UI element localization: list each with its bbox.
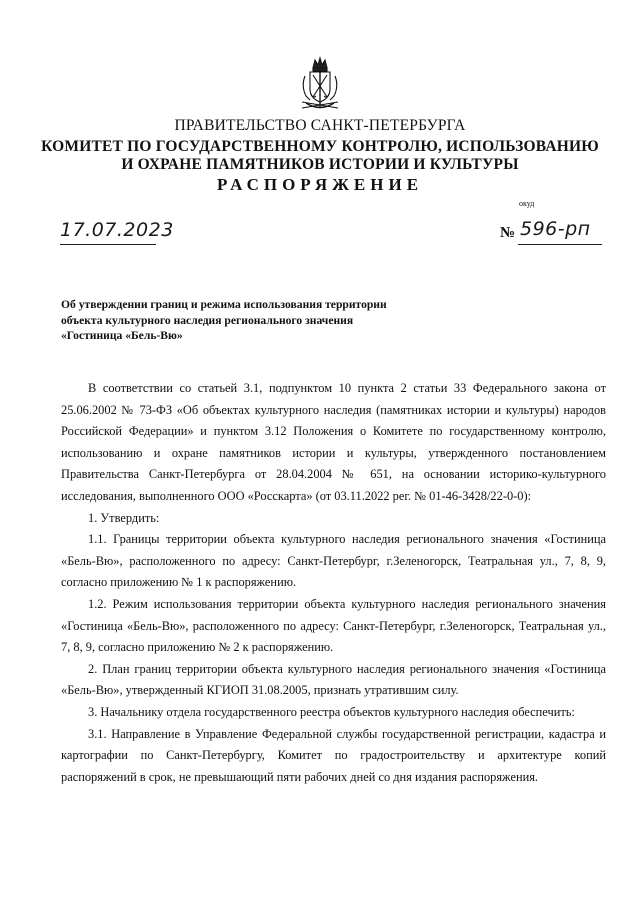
document-subject [61, 297, 441, 344]
document-date: 17.07.2023 [60, 219, 174, 241]
subject-line: Об утверждении границ и режима использования территории [61, 298, 387, 311]
document-body [61, 378, 606, 788]
body-paragraph: 3. Начальнику отдела государственного реестра объектов культурного наследия обеспечить: [88, 704, 575, 719]
government-title: ПРАВИТЕЛЬСТВО САНКТ-ПЕТЕРБУРГА [174, 117, 466, 134]
subject-line: «Гостиница «Бель-Вю» [61, 329, 183, 342]
okud-label: окуд [519, 199, 535, 208]
document-type: РАСПОРЯЖЕНИЕ [216, 175, 424, 194]
body-paragraph: 3.1. Направление в Управление Федеральной службы государственной регистрации, кадастра и картографии по Санкт-Петербургу, Комитет по градостроительству и архитектуре копий распоряжений в срок, не превышающий пяти рабочих дней со дня издания распоряжения. [61, 726, 606, 784]
body-paragraph: 1.1. Границы территории объекта культурного наследия регионального значения «Гостиница «Бель-Вю», расположенного по адресу: Санкт-Петербург, г.Зеленогорск, Театральная ул., 7, 8, 9, согласно приложению № 1 к распоряжению. [61, 532, 606, 590]
committee-title-line1: КОМИТЕТ ПО ГОСУДАРСТВЕННОМУ КОНТРОЛЮ, ИСПОЛЬЗОВАНИЮ [41, 138, 599, 155]
coat-of-arms-icon [296, 56, 344, 114]
number-underline [518, 244, 602, 245]
body-paragraph: 1.2. Режим использования территории объекта культурного наследия регионального значения «Гостиница «Бель-Вю», расположенного по адресу: Санкт-Петербург, г.Зеленогорск, Театральная ул., 7, 8, 9, согласно приложению № 2 к распоряжению. [61, 596, 606, 655]
document-number: 596-рп [520, 218, 591, 240]
committee-title-line2: И ОХРАНЕ ПАМЯТНИКОВ ИСТОРИИ И КУЛЬТУРЫ [121, 156, 519, 173]
subject-line: объекта культурного наследия регионального значения [61, 313, 354, 327]
number-sign: № [500, 225, 516, 241]
date-underline [60, 244, 156, 245]
body-paragraph: 1. Утвердить: [88, 510, 160, 525]
body-paragraph: В соответствии со статьей 3.1, подпунктом 10 пункта 2 статьи 33 Федерального закона от 25.06.2002 № 73-ФЗ «Об объектах культурного наследия (памятниках истории и культуры) народов Российской Федерации» и пунктом 3.12 Положения о Комитете по государственному контролю, использованию и охране памятников истории и культуры, утвержденного постановлением Правительства Санкт-Петербурга от 28.04.2004 № 651, на основании историко-культурного исследования, выполненного ООО «Росскарта» (от 03.11.2022 рег. № 01-46-3428/22-0-0): [61, 381, 606, 503]
committee-title [0, 138, 640, 174]
body-paragraph: 2. План границ территории объекта культурного наследия регионального значения «Гостиница «Бель-Вю», утвержденный КГИОП 31.08.2005, признать утратившим силу. [61, 661, 606, 698]
